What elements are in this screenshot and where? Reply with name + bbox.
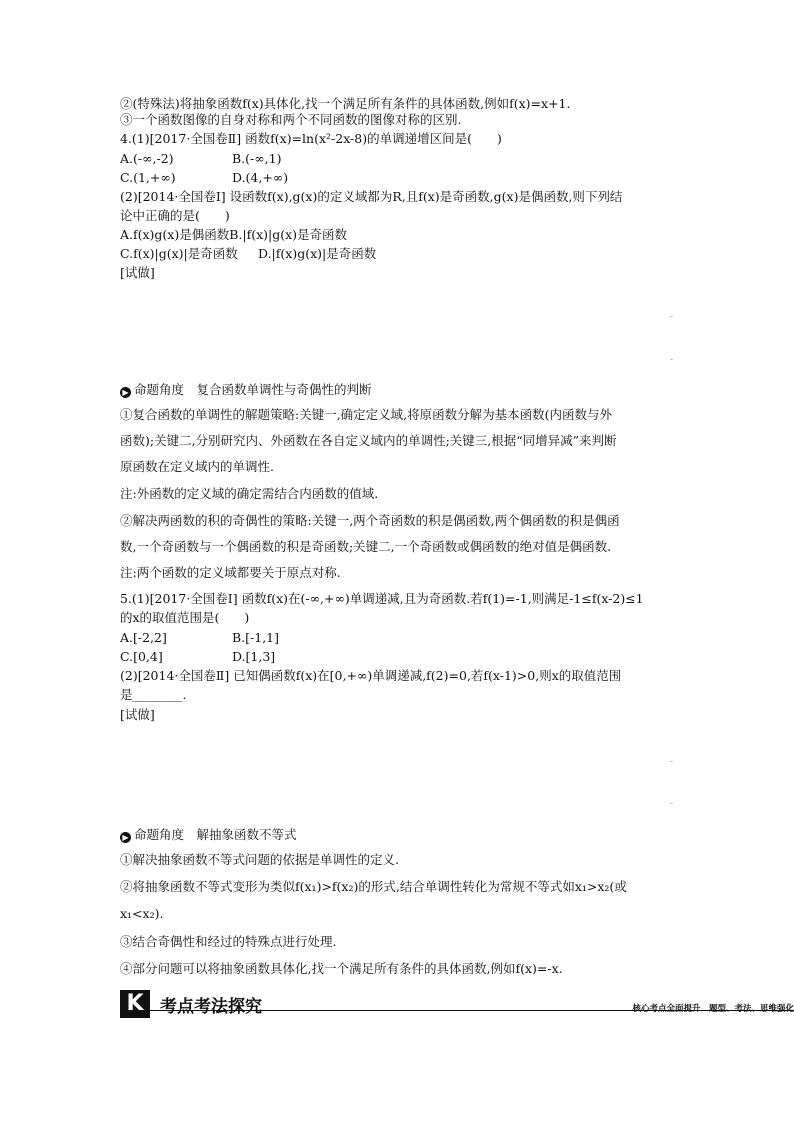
paragraph-line: ②解决两函数的积的奇偶性的策略:关键一,两个奇函数的积是偶函数,两个偶函数的积是偶函 — [120, 513, 620, 528]
paragraph-line: 函数);关键二,分别研究内、外函数在各自定义域内的单调性;关键三,根据“同增异减”来判断 — [120, 433, 617, 448]
try-label: [试做] — [120, 707, 155, 722]
banner-tagline: 核心考点全面提升 题型、考法、思维强化 — [632, 1004, 794, 1014]
paragraph-line: 数,一个奇函数与一个偶函数的积是奇函数;关键二,一个奇函数或偶函数的绝对值是偶函数. — [120, 539, 612, 554]
question-5-1-options-row1 — [120, 630, 279, 646]
question-5-2-line1: (2)[2014·全国卷Ⅱ] 已知偶函数f(x)在[0,+∞)单调递减,f(2)=0,若f(x-1)>0,则x的取值范围 — [120, 668, 622, 683]
option-a: A.(-∞,-2) — [120, 151, 174, 166]
option-d: D.[1,3] — [232, 649, 276, 664]
paragraph-line: ①复合函数的单调性的解题策略:关键一,确定定义域,将原函数分解为基本函数(内函数与外 — [120, 407, 613, 422]
question-5-1-line1: 5.(1)[2017·全国卷Ⅰ] 函数f(x)在(-∞,+∞)单调递减,且为奇函数.若f(1)=-1,则满足-1≤f(x-2)≤1 — [120, 591, 644, 606]
option-c: C.f(x)|g(x)|是奇函数 — [120, 246, 238, 261]
note-line: 注:外函数的定义域的确定需结合内函数的值域. — [120, 486, 379, 501]
paragraph-line: ①解决抽象函数不等式问题的依据是单调性的定义. — [120, 852, 399, 867]
option-c: C.(1,+∞) — [120, 170, 176, 185]
option-b: B.[-1,1] — [232, 630, 280, 645]
question-5-2-line2: 是________. — [120, 687, 187, 702]
question-4-1: 4.(1)[2017·全国卷Ⅱ] 函数f(x)=ln(x²-2x-8)的单调递增区间是( ) — [120, 131, 502, 146]
question-4-1-options-row1 — [120, 151, 281, 167]
margin-mark: - — [670, 312, 674, 322]
option-d: D.|f(x)g(x)|是奇函数 — [258, 246, 377, 261]
paragraph-line: ②将抽象函数不等式变形为类似f(x₁)>f(x₂)的形式,结合单调性转化为常规不等式如x₁>x₂(或 — [120, 879, 627, 894]
option-b: B.(-∞,1) — [232, 151, 282, 166]
option-a: A.[-2,2] — [120, 630, 167, 645]
option-d: D.(4,+∞) — [232, 170, 289, 185]
question-4-2-line1: (2)[2014·全国卷Ⅰ] 设函数f(x),g(x)的定义域都为R,且f(x)是奇函数,g(x)是偶函数,则下列结 — [120, 189, 623, 204]
margin-mark: - — [670, 757, 674, 767]
question-5-1-options-row2 — [120, 649, 275, 665]
paragraph-line: x₁<x₂). — [120, 906, 164, 921]
question-4-1-options-row2 — [120, 170, 288, 186]
play-bullet-icon: ▶ — [120, 387, 131, 398]
paragraph-line: 原函数在定义域内的单调性. — [120, 459, 274, 474]
question-4-2-line2: 论中正确的是( ) — [120, 208, 230, 223]
question-5-1-line2: 的x的取值范围是( ) — [120, 610, 250, 625]
note-line: 注:两个函数的定义域都要关于原点对称. — [120, 565, 341, 580]
chapter-banner — [120, 990, 794, 1018]
question-4-2-options-ab: A.f(x)g(x)是偶函数B.|f(x)|g(x)是奇函数 — [120, 227, 348, 242]
question-4-2-options-cd — [120, 246, 376, 262]
k-logo-icon: K — [120, 990, 150, 1018]
try-label: [试做] — [120, 265, 155, 280]
method-line-2: ②(特殊法)将抽象函数f(x)具体化,找一个满足所有条件的具体函数,例如f(x)=x+1. — [120, 96, 571, 111]
section-heading-composite: ▶ 命题角度 复合函数单调性与奇偶性的判断 — [120, 382, 372, 398]
section-heading-abstract-inequality: ▶ 命题角度 解抽象函数不等式 — [120, 827, 297, 843]
play-bullet-icon: ▶ — [120, 832, 131, 843]
paragraph-line: ④部分问题可以将抽象函数具体化,找一个满足所有条件的具体函数,例如f(x)=-x. — [120, 961, 563, 976]
paragraph-line: ③结合奇偶性和经过的特殊点进行处理. — [120, 934, 337, 949]
option-c: C.[0,4] — [120, 649, 163, 664]
banner-title: 考点考法探究 — [160, 997, 262, 1017]
margin-mark: - — [670, 799, 674, 809]
method-line-3: ③一个函数图像的自身对称和两个不同函数的图像对称的区别. — [120, 112, 462, 127]
margin-mark: - — [670, 355, 674, 365]
